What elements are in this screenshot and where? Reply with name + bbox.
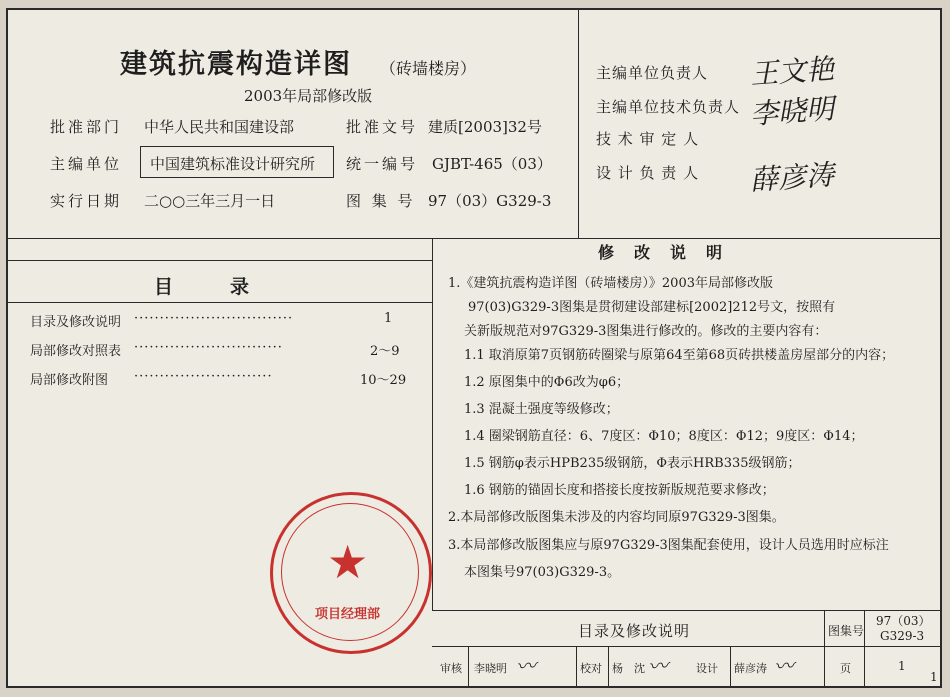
page-label: 页 xyxy=(840,662,851,675)
note-line: 1.2 原图集中的Φ6改为φ6； xyxy=(464,375,630,390)
designer-name: 薛彦涛 xyxy=(734,662,767,675)
approval-doc-value: 建质[2003]32号 xyxy=(428,118,542,136)
title-block-divider xyxy=(864,610,865,686)
drawing-sheet xyxy=(6,8,942,688)
note-line: 3.本局部修改版图集应与原97G329-3图集配套使用，设计人员选用时应标注 xyxy=(448,538,889,553)
check-label: 校对 xyxy=(580,662,602,675)
title-block-cell-divider xyxy=(468,646,469,686)
review-label: 审核 xyxy=(440,662,462,675)
toc-dot-leader: ····························· xyxy=(134,340,283,355)
tech-reviewer-label: 技 术 审 定 人 xyxy=(596,130,700,148)
signature-chief-unit-head: 王文艳 xyxy=(749,52,836,91)
toc-title: 目 录 xyxy=(154,276,250,298)
header-vertical-divider xyxy=(578,10,579,238)
atlas-subtitle: （砖墙楼房） xyxy=(380,59,477,78)
reviewer-signature: 〰 xyxy=(515,653,537,679)
seal-text: 项目经理部 xyxy=(315,607,381,622)
toc-item-page: 10～29 xyxy=(360,373,407,388)
drawing-title: 目录及修改说明 xyxy=(578,622,691,640)
signature-chief-tech-head: 李晓明 xyxy=(749,92,836,131)
unified-number-label: 统一编号 xyxy=(346,155,419,173)
body-vertical-divider xyxy=(432,238,433,610)
design-label: 设计 xyxy=(696,662,718,675)
toc-item-label: 局部修改附图 xyxy=(30,373,109,388)
toc-dot-leader: ··························· xyxy=(134,369,273,384)
title-block-cell-divider xyxy=(730,646,731,686)
title-block-divider xyxy=(824,610,825,686)
note-line: 1.《建筑抗震构造详图（砖墙楼房）》2003年局部修改版 xyxy=(448,276,773,291)
atlas-number-line1: 97（03） xyxy=(876,614,931,628)
atlas-number-label: 图集号 xyxy=(828,624,865,638)
effective-date-value: 二○○三年三月一日 xyxy=(144,192,276,210)
reviewer-name: 李晓明 xyxy=(474,662,507,675)
note-line: 1.6 钢筋的锚固长度和搭接长度按新版规范要求修改； xyxy=(464,483,775,498)
checker-signature: 〰 xyxy=(647,653,669,679)
header-divider xyxy=(8,238,940,239)
approval-dept-label: 批准部门 xyxy=(50,118,123,136)
atlas-number-line2: G329-3 xyxy=(880,629,925,643)
seal-star-icon: ★ xyxy=(327,535,369,589)
note-line: 1.3 混凝土强度等级修改； xyxy=(464,402,619,417)
title-block-cell-divider xyxy=(576,646,577,686)
unified-number-value: GJBT-465（03） xyxy=(432,155,552,173)
page-value: 1 xyxy=(898,659,906,673)
approval-dept-value: 中华人民共和国建设部 xyxy=(144,118,295,136)
toc-item-page: 1 xyxy=(384,311,393,326)
atlas-title: 建筑抗震构造详图 xyxy=(120,49,352,80)
note-line: 本图集号97(03)G329-3。 xyxy=(464,565,621,580)
toc-title-rule xyxy=(8,302,432,303)
designer-signature: 〰 xyxy=(773,653,795,679)
chief-unit-head-label: 主编单位负责人 xyxy=(596,64,709,82)
toc-dot-leader: ······························· xyxy=(134,311,294,326)
note-line: 2.本局部修改版图集未涉及的内容均同原97G329-3图集。 xyxy=(448,510,785,525)
note-line: 1.4 圈梁钢筋直径：6、7度区：Φ10；8度区：Φ12；9度区：Φ14； xyxy=(464,429,864,444)
approval-doc-label: 批准文号 xyxy=(346,118,419,136)
note-line: 97(03)G329-3图集是贯彻建设部建标[2002]212号文，按照有 xyxy=(468,300,836,315)
title-block-cell-divider xyxy=(608,646,609,686)
note-line: 1.5 钢筋φ表示HPB235级钢筋，Φ表示HRB335级钢筋； xyxy=(464,456,801,471)
design-head-label: 设 计 负 责 人 xyxy=(596,164,700,182)
toc-item-label: 局部修改对照表 xyxy=(30,344,122,359)
signature-design-head: 薛彦涛 xyxy=(749,158,836,197)
atlas-number-value: 97（03）G329-3 xyxy=(428,192,552,210)
editor-unit-label: 主编单位 xyxy=(50,155,123,173)
atlas-number-label: 图 集 号 xyxy=(346,192,416,210)
toc-item-label: 目录及修改说明 xyxy=(30,315,122,330)
toc-top-rule xyxy=(8,260,432,261)
checker-name: 杨 沈 xyxy=(612,662,645,675)
note-line: 关新版规范对97G329-3图集进行修改的。修改的主要内容有： xyxy=(464,324,828,339)
note-line: 1.1 取消原第7页钢筋砖圈梁与原第64至第68页砖拱楼盖房屋部分的内容； xyxy=(464,348,895,363)
toc-item-page: 2～9 xyxy=(370,344,400,359)
scan-page-number: 1 xyxy=(930,670,938,684)
editor-unit-value: 中国建筑标准设计研究所 xyxy=(150,155,316,173)
effective-date-label: 实行日期 xyxy=(50,192,123,210)
edition-label: 2003年局部修改版 xyxy=(244,87,373,105)
chief-tech-head-label: 主编单位技术负责人 xyxy=(596,98,741,116)
notes-title: 修 改 说 明 xyxy=(598,243,725,262)
red-seal-stamp xyxy=(270,492,432,654)
